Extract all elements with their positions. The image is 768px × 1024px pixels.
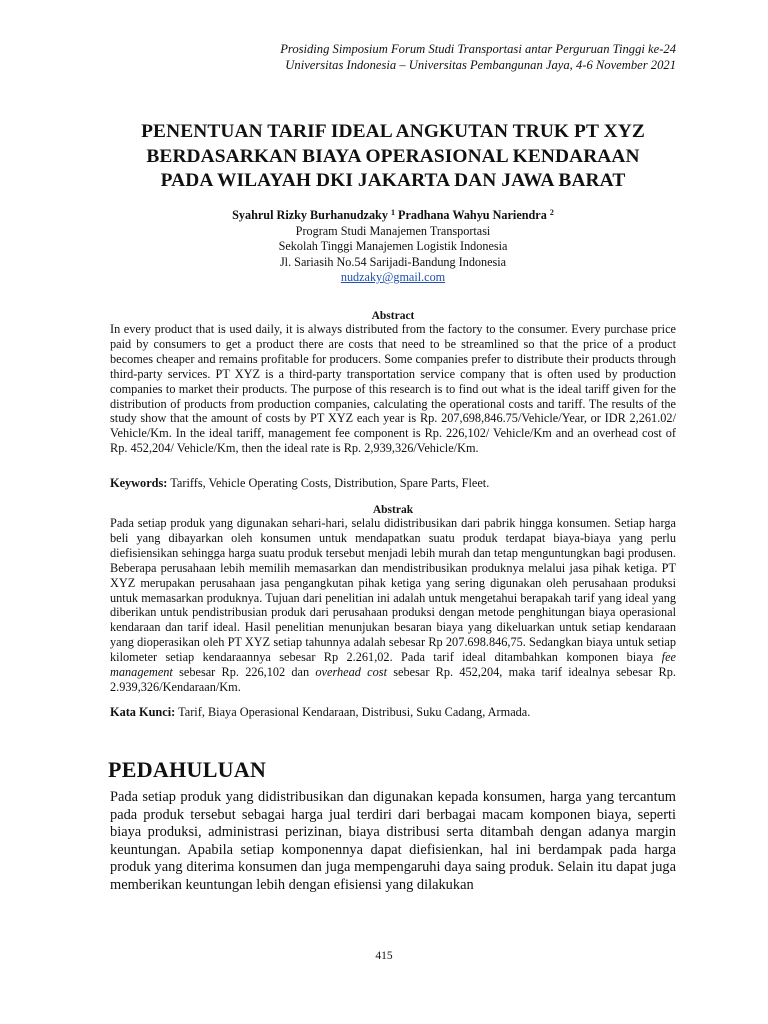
kata-kunci-label: Kata Kunci: [110, 705, 176, 719]
abstract-heading: Abstract [371, 310, 415, 322]
abstrak-term-overhead-cost: overhead cost [315, 665, 387, 680]
author-1: Syahrul Rizky Burhanudzaky [232, 208, 388, 222]
keywords-line [110, 476, 676, 491]
abstrak-body [110, 516, 676, 695]
page-number: 415 [375, 950, 393, 962]
author-2: Pradhana Wahyu Nariendra [398, 208, 547, 222]
introduction-body: Pada setiap produk yang didistribusikan dan digunakan kepada konsumen, harga yang tercantum pada produk tersebut sebagai harga jual terdiri dari berbagai macam komponen biaya, seperti biaya produksi, administrasi perizinan, biaya distribusi serta ditambah dengan adanya margin keuntungan. Apabila setiap komponennya dapat diefisienkan, hal ini berdampak pada harga produk yang diterima konsumen dan juga mempengaruhi daya saing produk. Selain itu dapat juga memberikan keuntungan lebih dengan efisiensi yang dilakukan [110, 789, 676, 893]
abstrak-text-2: sebesar Rp. 226,102 dan [172, 665, 316, 680]
author-names [80, 208, 706, 224]
affiliation-program: Program Studi Manajemen Transportasi [295, 223, 491, 238]
author-block [80, 208, 706, 286]
title-line-1: PENENTUAN TARIF IDEAL ANGKUTAN TRUK PT XYZ [141, 121, 645, 142]
running-header [116, 41, 676, 73]
kata-kunci-text: Tarif, Biaya Operasional Kendaraan, Distribusi, Suku Cadang, Armada. [175, 705, 531, 719]
kata-kunci-line [110, 705, 676, 720]
running-header-line-1: Prosiding Simposium Forum Studi Transportasi antar Perguruan Tinggi ke-24 [280, 42, 676, 56]
affiliation-address: Jl. Sariasih No.54 Sarijadi-Bandung Indonesia [279, 254, 507, 269]
abstrak-text-1: Pada setiap produk yang digunakan sehari-hari, selalu didistribusikan dari pabrik hingga konsumen. Setiap harga beli yang dibayarkan oleh konsumen untuk mendapatkan suatu produk terdapat biaya-biaya yang perlu diefisiensikan sehingga harga suatu produk tersebut menjadi lebih murah dan tetap menguntungkan bagi produsen. Beberapa perusahaan lebih memilih memasarkan dan mendistribusikan produknya melalui jasa pihak ketiga. PT XYZ merupakan perusahaan jasa pengangkutan pihak ketiga yang sering digunakan oleh perusahaan produksi untuk memasarkan produknya. Tujuan dari penelitian ini adalah untuk mengetahui berapakah tarif yang ideal yang diberikan untuk pendistribusian produk dari perusahaan produksi dengan metode penghitungan biaya operasional kendaraan dan tarif ideal. Hasil penelitian menunjukan besaran biaya yang dikeluarkan untuk setiap kendaraan yang dioperasikan oleh PT XYZ setiap tahunnya adalah sebesar Rp 207.698.846,75. Sedangkan biaya untuk setiap kilometer setiap kendaraannya sebesar Rp 2.261,02. Pada tarif ideal ditambahkan komponen biaya [110, 516, 676, 665]
abstract-body: In every product that is used daily, it is always distributed from the factory to the consumer. Every purchase price paid by consumers to get a product there are costs that need to be streamlined so that the price of a product becomes cheaper and remains profitable for producers. Some companies prefer to distribute their products through third-party services. PT XYZ is a third-party transportation service company that is often used by production companies to market their products. The purpose of this research is to find out what is the ideal tariff given for the distribution of products from production companies, calculating the operational costs and tariff. The results of the study show that the amount of costs by PT XYZ each year is Rp. 207,698,846.75/Vehicle/Year, or IDR 2,261.02/ Vehicle/Km. In the ideal tariff, management fee component is Rp. 226,102/ Vehicle/Km and an overhead cost of Rp. 452,204/ Vehicle/Km, then the ideal rate is Rp. 2,939,326/Vehicle/Km. [110, 322, 676, 456]
title-line-3: PADA WILAYAH DKI JAKARTA DAN JAWA BARAT [160, 170, 626, 191]
title-line-2: BERDASARKAN BIAYA OPERASIONAL KENDARAAN [146, 145, 640, 167]
keywords-label: Keywords: [110, 476, 168, 490]
author-1-affiliation: 1 [390, 208, 395, 217]
keywords-text: Tariffs, Vehicle Operating Costs, Distribution, Spare Parts, Fleet. [167, 476, 490, 490]
section-heading-introduction: PEDAHULUAN [108, 757, 267, 782]
affiliation-institution: Sekolah Tinggi Manajemen Logistik Indonesia [278, 239, 508, 253]
abstrak-term-fee-management: fee management [110, 650, 676, 680]
running-header-line-2: Universitas Indonesia – Universitas Pembangunan Jaya, 4-6 November 2021 [285, 58, 676, 72]
abstrak-text-3: sebesar Rp. 452,204, maka tarif idealnya sebesar Rp. 2.939,326/Kendaraan/Km. [110, 665, 676, 694]
paper-title [80, 120, 706, 194]
abstrak-heading: Abstrak [372, 504, 414, 516]
author-2-affiliation: 2 [549, 208, 554, 217]
author-email-link[interactable]: nudzaky@gmail.com [340, 270, 446, 284]
